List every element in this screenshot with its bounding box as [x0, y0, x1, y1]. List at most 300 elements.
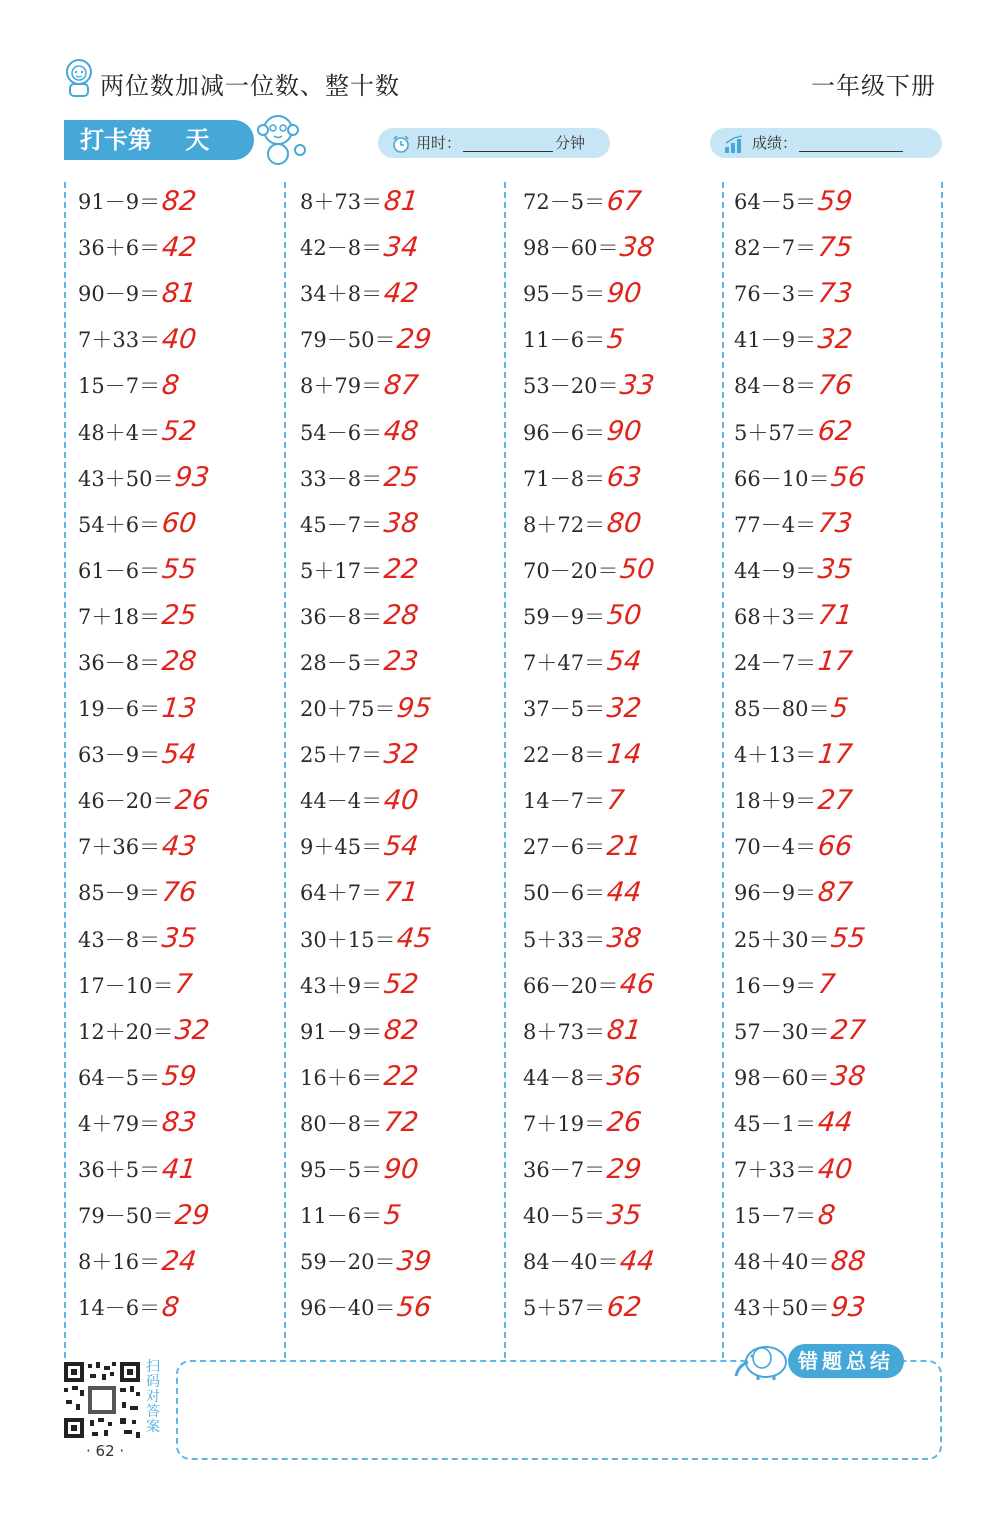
- column-divider: [284, 182, 286, 1358]
- handwritten-answer[interactable]: 50: [605, 600, 644, 632]
- problem-row: [300, 639, 432, 685]
- handwritten-answer[interactable]: 75: [816, 231, 855, 263]
- handwritten-answer[interactable]: 39: [395, 1245, 434, 1277]
- problem-row: [523, 224, 655, 270]
- problem-question: 77－4＝: [734, 512, 817, 537]
- column-divider: [504, 182, 506, 1358]
- problem-row: [734, 1284, 866, 1330]
- handwritten-answer[interactable]: 82: [160, 185, 199, 217]
- handwritten-answer[interactable]: 54: [605, 646, 644, 678]
- time-label: 用时：: [416, 134, 462, 152]
- bar-chart-icon: [724, 135, 746, 153]
- problem-row: [300, 869, 432, 915]
- handwritten-answer[interactable]: 28: [160, 646, 199, 678]
- problem-question: 40－5＝: [523, 1204, 606, 1229]
- problem-question: 27－6＝: [523, 835, 606, 860]
- handwritten-answer[interactable]: 73: [816, 277, 855, 309]
- problem-question: 72－5＝: [523, 190, 606, 215]
- score-field[interactable]: [710, 128, 942, 158]
- handwritten-answer[interactable]: 29: [173, 1199, 212, 1231]
- problem-row: [300, 1238, 432, 1284]
- problem-question: 7＋19＝: [523, 1111, 606, 1136]
- handwritten-answer[interactable]: 35: [160, 923, 199, 955]
- problem-question: 5＋57＝: [523, 1296, 606, 1321]
- handwritten-answer[interactable]: 17: [816, 738, 855, 770]
- alarm-clock-icon: [392, 135, 410, 153]
- problem-row: [78, 362, 210, 408]
- problem-row: [734, 270, 866, 316]
- handwritten-answer[interactable]: 81: [160, 277, 199, 309]
- problem-row: [523, 777, 655, 823]
- problem-question: 43＋9＝: [300, 973, 383, 998]
- handwritten-answer[interactable]: 25: [160, 600, 199, 632]
- problem-row: [523, 362, 655, 408]
- handwritten-answer[interactable]: 83: [160, 1107, 199, 1139]
- time-unit: 分钟: [555, 134, 586, 152]
- problem-row: [734, 1146, 866, 1192]
- problem-question: 7＋18＝: [78, 604, 161, 629]
- handwritten-answer[interactable]: 45: [395, 923, 434, 955]
- handwritten-answer[interactable]: 23: [382, 646, 421, 678]
- problem-question: 8＋16＝: [78, 1250, 161, 1275]
- handwritten-answer[interactable]: 90: [382, 1153, 421, 1185]
- problem-row: [300, 1100, 432, 1146]
- problem-question: 44－9＝: [734, 558, 817, 583]
- handwritten-answer[interactable]: 56: [829, 462, 868, 494]
- handwritten-answer[interactable]: 24: [160, 1245, 199, 1277]
- handwritten-answer[interactable]: 60: [160, 508, 199, 540]
- problem-question: 96－6＝: [523, 420, 606, 445]
- problem-question: 33－8＝: [300, 466, 383, 491]
- problem-row: [78, 178, 210, 224]
- problem-row: [78, 455, 210, 501]
- problem-question: 57－30＝: [734, 1019, 830, 1044]
- problem-row: [78, 1192, 210, 1238]
- problem-question: 54＋6＝: [78, 512, 161, 537]
- problem-row: [734, 869, 866, 915]
- problem-question: 59－20＝: [300, 1250, 396, 1275]
- problem-row: [734, 178, 866, 224]
- problem-question: 48＋4＝: [78, 420, 161, 445]
- problem-row: [78, 731, 210, 777]
- problem-row: [734, 1008, 866, 1054]
- handwritten-answer[interactable]: 95: [395, 692, 434, 724]
- problem-question: 20＋75＝: [300, 697, 396, 722]
- handwritten-answer[interactable]: 40: [382, 784, 421, 816]
- problem-row: [523, 455, 655, 501]
- handwritten-answer[interactable]: 43: [160, 830, 199, 862]
- problem-question: 30＋15＝: [300, 927, 396, 952]
- problem-row: [78, 916, 210, 962]
- problem-row: [300, 916, 432, 962]
- handwritten-answer[interactable]: 38: [618, 231, 657, 263]
- problem-question: 98－60＝: [734, 1065, 830, 1090]
- problem-row: [300, 1284, 432, 1330]
- problem-row: [523, 639, 655, 685]
- problem-row: [523, 731, 655, 777]
- handwritten-answer[interactable]: 5: [382, 1199, 403, 1231]
- checkin-day-banner: 打卡第 天: [64, 120, 254, 160]
- problem-question: 66－10＝: [734, 466, 830, 491]
- handwritten-answer[interactable]: 38: [605, 923, 644, 955]
- handwritten-answer[interactable]: 46: [618, 969, 657, 1001]
- problem-row: [734, 593, 866, 639]
- problem-question: 28－5＝: [300, 650, 383, 675]
- problem-question: 95－5＝: [300, 1158, 383, 1183]
- handwritten-answer[interactable]: 42: [382, 277, 421, 309]
- handwritten-answer[interactable]: 32: [605, 692, 644, 724]
- column-divider: [941, 182, 943, 1358]
- column-divider: [64, 182, 66, 1358]
- handwritten-answer[interactable]: 21: [605, 830, 644, 862]
- handwritten-answer[interactable]: 55: [160, 554, 199, 586]
- problem-row: [734, 362, 866, 408]
- problem-question: 76－3＝: [734, 282, 817, 307]
- handwritten-answer[interactable]: 50: [618, 554, 657, 586]
- handwritten-answer[interactable]: 71: [382, 876, 421, 908]
- problem-row: [523, 685, 655, 731]
- handwritten-answer[interactable]: 8: [160, 369, 181, 401]
- problem-question: 85－9＝: [78, 881, 161, 906]
- handwritten-answer[interactable]: 5: [829, 692, 851, 724]
- handwritten-answer[interactable]: 29: [395, 323, 434, 355]
- problem-question: 11－6＝: [523, 328, 606, 353]
- handwritten-answer[interactable]: 35: [605, 1199, 644, 1231]
- page-number: · 62 ·: [86, 1442, 125, 1460]
- problem-row: [300, 593, 432, 639]
- problem-question: 36＋5＝: [78, 1158, 161, 1183]
- handwritten-answer[interactable]: 73: [816, 508, 855, 540]
- problem-question: 54－6＝: [300, 420, 383, 445]
- handwritten-answer[interactable]: 76: [160, 876, 199, 908]
- handwritten-answer[interactable]: 38: [829, 1061, 868, 1093]
- problem-question: 7＋33＝: [78, 328, 161, 353]
- problem-row: [300, 962, 432, 1008]
- problem-row: [523, 1008, 655, 1054]
- problem-row: [734, 685, 866, 731]
- handwritten-answer[interactable]: 34: [382, 231, 421, 263]
- problem-question: 80－8＝: [300, 1111, 383, 1136]
- problem-question: 16＋6＝: [300, 1065, 383, 1090]
- handwritten-answer[interactable]: 35: [816, 554, 855, 586]
- handwritten-answer[interactable]: 13: [160, 692, 199, 724]
- problem-question: 45－1＝: [734, 1111, 817, 1136]
- handwritten-answer[interactable]: 54: [160, 738, 199, 770]
- time-spent-field[interactable]: [378, 128, 610, 158]
- problem-question: 59－9＝: [523, 604, 606, 629]
- problem-question: 79－50＝: [300, 328, 396, 353]
- problem-question: 43－8＝: [78, 927, 161, 952]
- problem-row: [523, 547, 655, 593]
- handwritten-answer[interactable]: 32: [173, 1015, 212, 1047]
- problem-column-3: [523, 178, 655, 1330]
- problem-question: 96－40＝: [300, 1296, 396, 1321]
- problem-question: 50－6＝: [523, 881, 606, 906]
- handwritten-answer[interactable]: 44: [618, 1245, 657, 1277]
- problem-question: 8＋72＝: [523, 512, 606, 537]
- handwritten-answer[interactable]: 54: [382, 830, 421, 862]
- problem-row: [300, 316, 432, 362]
- handwritten-answer[interactable]: 26: [173, 784, 212, 816]
- problem-row: [300, 1054, 432, 1100]
- problem-row: [78, 1146, 210, 1192]
- problem-question: 71－8＝: [523, 466, 606, 491]
- qr-code-icon[interactable]: [62, 1360, 142, 1440]
- scan-for-answers-label: 扫码对答案: [146, 1359, 160, 1435]
- problem-question: 7＋33＝: [734, 1158, 817, 1183]
- page-title: 两位数加减一位数、整十数: [100, 72, 400, 100]
- handwritten-answer[interactable]: 71: [816, 600, 855, 632]
- handwritten-answer[interactable]: 33: [618, 369, 657, 401]
- handwritten-answer[interactable]: 56: [395, 1291, 434, 1323]
- problem-row: [523, 1238, 655, 1284]
- problem-row: [300, 362, 432, 408]
- problem-column-2: [300, 178, 432, 1330]
- problem-row: [523, 178, 655, 224]
- problem-row: [734, 777, 866, 823]
- problem-question: 44－4＝: [300, 789, 383, 814]
- problem-row: [300, 1008, 432, 1054]
- problem-question: 42－8＝: [300, 236, 383, 261]
- problem-row: [523, 1192, 655, 1238]
- problem-question: 12＋20＝: [78, 1019, 174, 1044]
- problem-column-1: [78, 178, 210, 1330]
- error-summary-label: 错题总结: [788, 1344, 904, 1378]
- problem-row: [734, 455, 866, 501]
- problem-question: 96－9＝: [734, 881, 817, 906]
- time-blank-line[interactable]: [463, 135, 553, 152]
- handwritten-answer[interactable]: 55: [829, 923, 868, 955]
- problem-row: [78, 1100, 210, 1146]
- problem-row: [734, 1192, 866, 1238]
- problem-question: 64－5＝: [734, 190, 817, 215]
- problem-question: 64－5＝: [78, 1065, 161, 1090]
- handwritten-answer[interactable]: 72: [382, 1107, 421, 1139]
- handwritten-answer[interactable]: 22: [382, 1061, 421, 1093]
- problem-question: 14－7＝: [523, 789, 606, 814]
- problem-row: [78, 1008, 210, 1054]
- problem-row: [300, 408, 432, 454]
- problem-row: [523, 916, 655, 962]
- problem-row: [78, 823, 210, 869]
- handwritten-answer[interactable]: 32: [816, 323, 855, 355]
- problem-question: 8＋79＝: [300, 374, 383, 399]
- problem-row: [300, 455, 432, 501]
- handwritten-answer[interactable]: 90: [605, 416, 644, 448]
- problem-question: 8＋73＝: [300, 190, 383, 215]
- handwritten-answer[interactable]: 87: [382, 369, 421, 401]
- problem-question: 7＋36＝: [78, 835, 161, 860]
- handwritten-answer[interactable]: 28: [382, 600, 421, 632]
- elephant-mascot-icon: [732, 1340, 792, 1382]
- handwritten-answer[interactable]: 22: [382, 554, 421, 586]
- problem-question: 7＋47＝: [523, 650, 606, 675]
- handwritten-answer[interactable]: 59: [816, 185, 855, 217]
- handwritten-answer[interactable]: 76: [816, 369, 855, 401]
- problem-question: 43＋50＝: [734, 1296, 830, 1321]
- handwritten-answer[interactable]: 67: [605, 185, 644, 217]
- handwritten-answer[interactable]: 5: [605, 323, 626, 355]
- handwritten-answer[interactable]: 52: [160, 416, 199, 448]
- handwritten-answer[interactable]: 88: [829, 1245, 868, 1277]
- handwritten-answer[interactable]: 17: [816, 646, 855, 678]
- problem-row: [523, 1054, 655, 1100]
- problem-row: [78, 777, 210, 823]
- problem-question: 85－80＝: [734, 697, 830, 722]
- problem-row: [523, 593, 655, 639]
- problem-row: [78, 1238, 210, 1284]
- problem-row: [300, 823, 432, 869]
- handwritten-answer[interactable]: 41: [160, 1153, 199, 1185]
- problem-question: 5＋57＝: [734, 420, 817, 445]
- problem-row: [300, 178, 432, 224]
- handwritten-answer[interactable]: 63: [605, 462, 644, 494]
- problem-row: [300, 501, 432, 547]
- problem-question: 14－6＝: [78, 1296, 161, 1321]
- handwritten-answer[interactable]: 62: [816, 416, 855, 448]
- handwritten-answer[interactable]: 27: [829, 1015, 868, 1047]
- problem-row: [523, 823, 655, 869]
- handwritten-answer[interactable]: 90: [605, 277, 644, 309]
- problem-question: 95－5＝: [523, 282, 606, 307]
- handwritten-answer[interactable]: 82: [382, 1015, 421, 1047]
- problem-row: [734, 408, 866, 454]
- problem-question: 64＋7＝: [300, 881, 383, 906]
- problem-row: [78, 962, 210, 1008]
- problem-row: [78, 593, 210, 639]
- handwritten-answer[interactable]: 93: [173, 462, 212, 494]
- handwritten-answer[interactable]: 42: [160, 231, 199, 263]
- problem-question: 53－20＝: [523, 374, 619, 399]
- problem-question: 79－50＝: [78, 1204, 174, 1229]
- problem-row: [523, 316, 655, 362]
- problem-question: 17－10＝: [78, 973, 174, 998]
- problem-row: [523, 501, 655, 547]
- handwritten-answer[interactable]: 40: [160, 323, 199, 355]
- handwritten-answer[interactable]: 25: [382, 462, 421, 494]
- handwritten-answer[interactable]: 66: [816, 830, 855, 862]
- handwritten-answer[interactable]: 29: [605, 1153, 644, 1185]
- problem-question: 84－8＝: [734, 374, 817, 399]
- problem-row: [734, 962, 866, 1008]
- problem-question: 84－40＝: [523, 1250, 619, 1275]
- problem-row: [523, 869, 655, 915]
- handwritten-answer[interactable]: 80: [605, 508, 644, 540]
- problem-question: 43＋50＝: [78, 466, 174, 491]
- problem-row: [300, 270, 432, 316]
- problem-row: [78, 1054, 210, 1100]
- handwritten-answer[interactable]: 36: [605, 1061, 644, 1093]
- problem-question: 61－6＝: [78, 558, 161, 583]
- problem-row: [78, 685, 210, 731]
- problem-column-4: [734, 178, 866, 1330]
- handwritten-answer[interactable]: 26: [605, 1107, 644, 1139]
- handwritten-answer[interactable]: 7: [173, 969, 195, 1001]
- problem-question: 37－5＝: [523, 697, 606, 722]
- handwritten-answer[interactable]: 40: [816, 1153, 855, 1185]
- problem-question: 5＋33＝: [523, 927, 606, 952]
- problem-row: [523, 408, 655, 454]
- problem-row: [734, 224, 866, 270]
- handwritten-answer[interactable]: 8: [816, 1199, 837, 1231]
- problem-question: 36＋6＝: [78, 236, 161, 261]
- problem-row: [78, 639, 210, 685]
- problem-row: [734, 916, 866, 962]
- problem-question: 46－20＝: [78, 789, 174, 814]
- handwritten-answer[interactable]: 52: [382, 969, 421, 1001]
- problem-row: [734, 639, 866, 685]
- problem-question: 98－60＝: [523, 236, 619, 261]
- problem-question: 91－9＝: [300, 1019, 383, 1044]
- problem-row: [734, 547, 866, 593]
- problem-question: 18＋9＝: [734, 789, 817, 814]
- problem-row: [78, 408, 210, 454]
- problem-question: 25＋30＝: [734, 927, 830, 952]
- problem-row: [300, 224, 432, 270]
- handwritten-answer[interactable]: 81: [382, 185, 421, 217]
- problem-question: 25＋7＝: [300, 743, 383, 768]
- problem-question: 22－8＝: [523, 743, 606, 768]
- handwritten-answer[interactable]: 81: [605, 1015, 644, 1047]
- problem-question: 11－6＝: [300, 1204, 383, 1229]
- problem-question: 19－6＝: [78, 697, 161, 722]
- problem-question: 63－9＝: [78, 743, 161, 768]
- problem-row: [300, 547, 432, 593]
- problem-row: [734, 823, 866, 869]
- handwritten-answer[interactable]: 7: [605, 784, 626, 816]
- problem-row: [78, 270, 210, 316]
- handwritten-answer[interactable]: 87: [816, 876, 855, 908]
- problem-row: [734, 1054, 866, 1100]
- handwritten-answer[interactable]: 59: [160, 1061, 199, 1093]
- problem-row: [300, 685, 432, 731]
- grade-label: 一年级下册: [811, 72, 936, 100]
- handwritten-answer[interactable]: 14: [605, 738, 644, 770]
- problem-question: 91－9＝: [78, 190, 161, 215]
- handwritten-answer[interactable]: 48: [382, 416, 421, 448]
- problem-question: 66－20＝: [523, 973, 619, 998]
- problem-question: 4＋79＝: [78, 1111, 161, 1136]
- handwritten-answer[interactable]: 7: [816, 969, 837, 1001]
- problem-question: 41－9＝: [734, 328, 817, 353]
- problem-row: [734, 501, 866, 547]
- problem-question: 70－4＝: [734, 835, 817, 860]
- handwritten-answer[interactable]: 93: [829, 1291, 868, 1323]
- handwritten-answer[interactable]: 62: [605, 1291, 644, 1323]
- problem-question: 36－7＝: [523, 1158, 606, 1183]
- problem-row: [734, 1100, 866, 1146]
- handwritten-answer[interactable]: 27: [816, 784, 855, 816]
- problem-question: 36－8＝: [300, 604, 383, 629]
- handwritten-answer[interactable]: 8: [160, 1291, 181, 1323]
- problem-question: 45－7＝: [300, 512, 383, 537]
- handwritten-answer[interactable]: 38: [382, 508, 421, 540]
- problem-row: [523, 1284, 655, 1330]
- problem-question: 4＋13＝: [734, 743, 817, 768]
- problem-row: [300, 777, 432, 823]
- problem-question: 44－8＝: [523, 1065, 606, 1090]
- score-blank-line[interactable]: [799, 135, 903, 152]
- handwritten-answer[interactable]: 44: [605, 876, 644, 908]
- monkey-mascot-icon: [252, 112, 310, 168]
- problem-row: [78, 547, 210, 593]
- problem-question: 15－7＝: [78, 374, 161, 399]
- handwritten-answer[interactable]: 32: [382, 738, 421, 770]
- problem-question: 70－20＝: [523, 558, 619, 583]
- problem-row: [523, 962, 655, 1008]
- handwritten-answer[interactable]: 44: [816, 1107, 855, 1139]
- problem-row: [523, 270, 655, 316]
